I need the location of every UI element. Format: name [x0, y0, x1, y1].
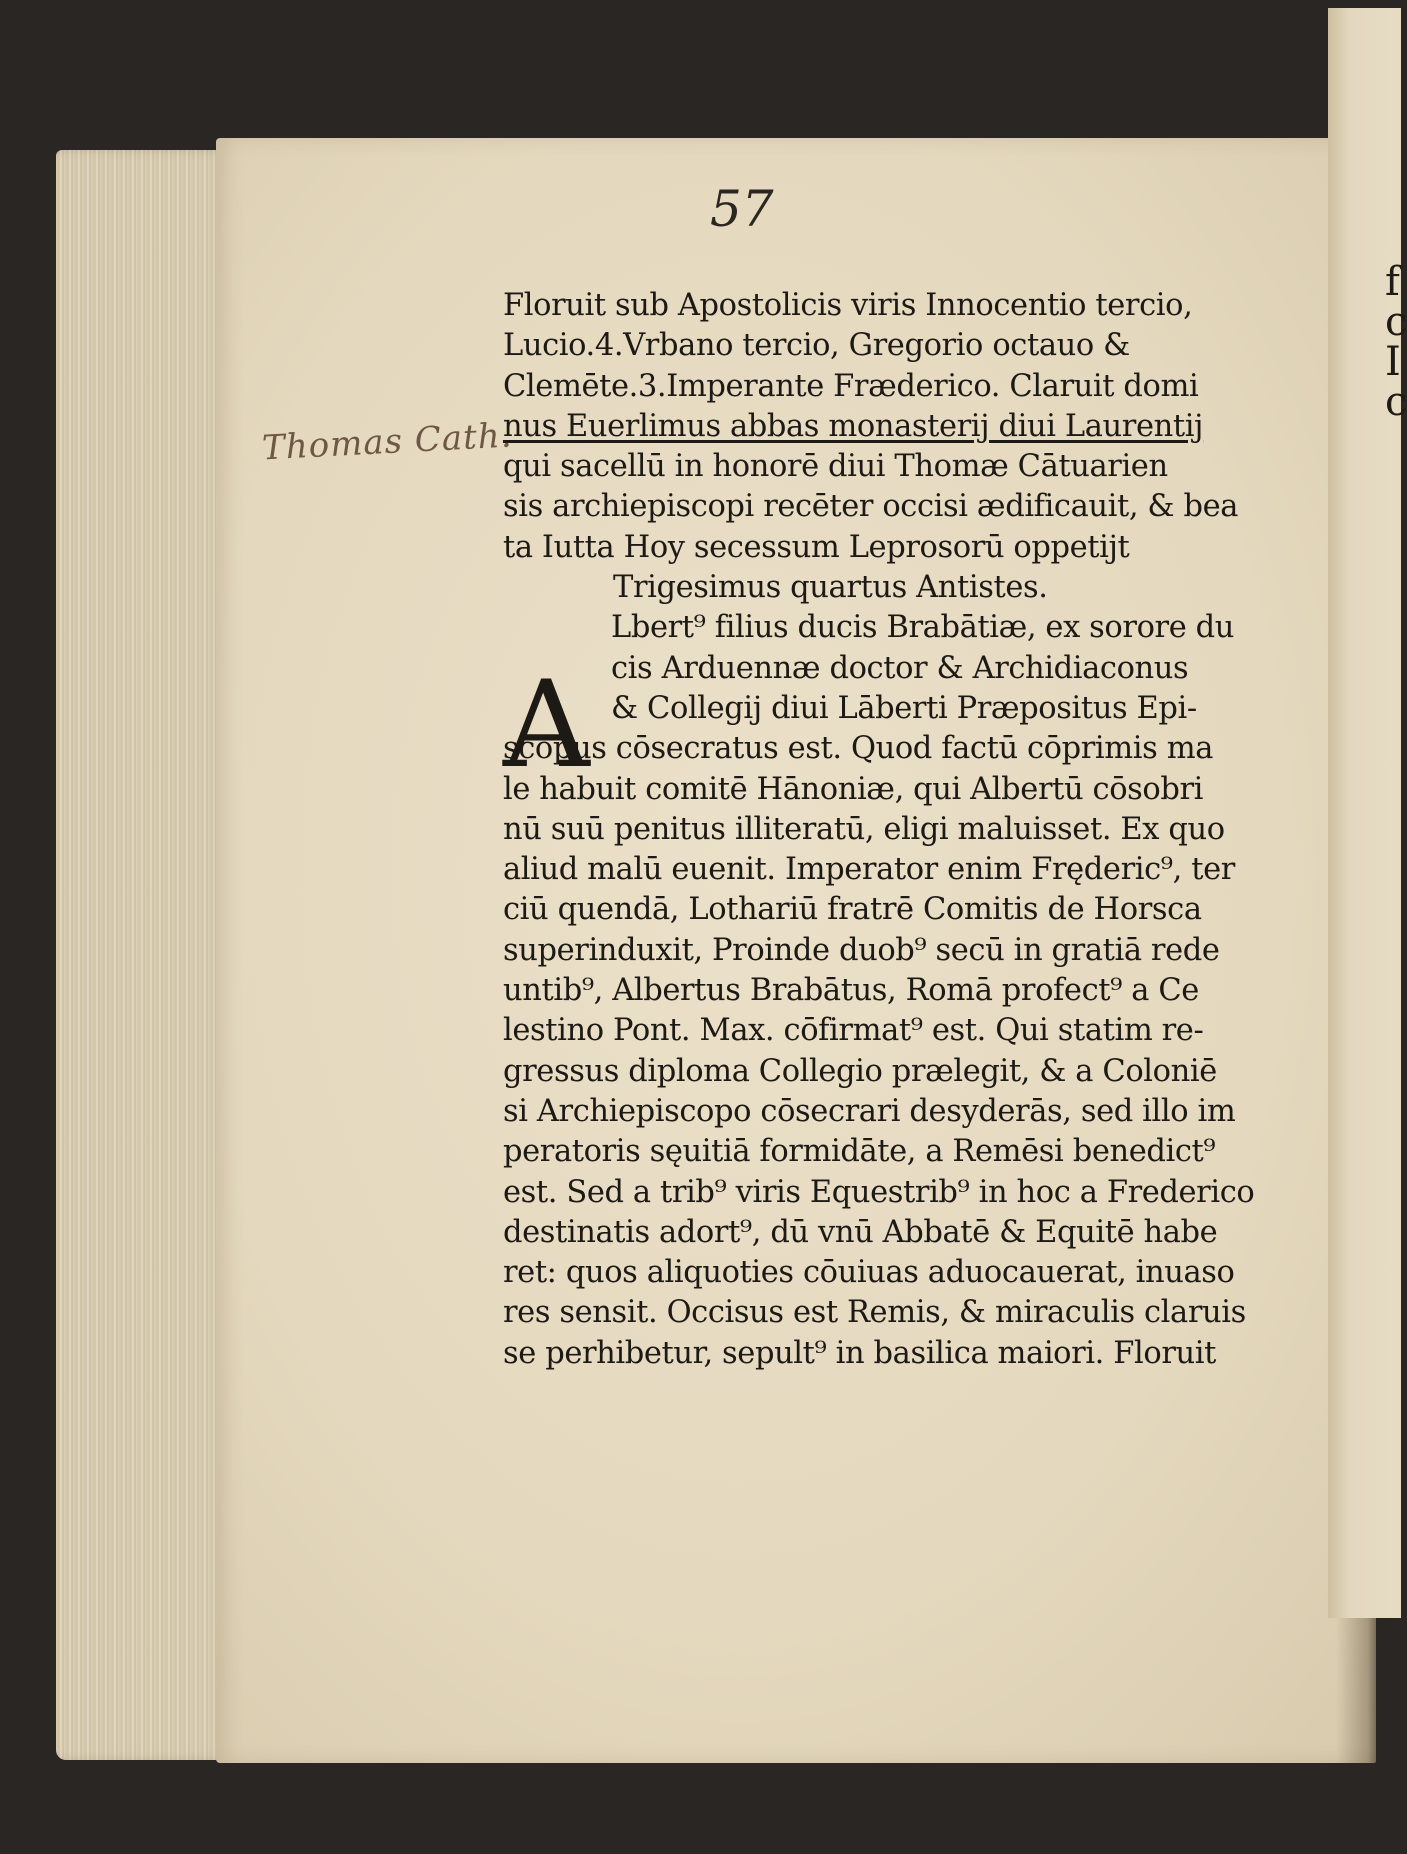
page-number: 57 [710, 180, 774, 238]
next-page-letter: I [1385, 339, 1401, 385]
text-line: res sensit. Occisus est Remis, & miraculis claruis [503, 1295, 1246, 1331]
text-line: destinatis adort⁹, dū vnū Abbatē & Equitē habe [503, 1214, 1218, 1250]
text-line: ret: quos aliquoties cōuiuas aduocauerat, inuaso [503, 1255, 1235, 1291]
text-line: Clemēte.3.Imperante Fræderico. Claruit domi [503, 368, 1199, 404]
text-line: qui sacellū in honorē diui Thomæ Cātuarien [503, 449, 1168, 485]
text-line: si Archiepiscopo cōsecrari desyderās, sed illo im [503, 1093, 1236, 1129]
text-line: ta Iutta Hoy secessum Leprosorū oppetijt [503, 529, 1130, 565]
text-line: cis Arduennæ doctor & Archidiaconus [611, 650, 1189, 686]
text-line: ciū quendā, Lothariū fratrē Comitis de Horsca [503, 892, 1202, 928]
text-line: superinduxit, Proinde duob⁹ secū in gratiā rede [503, 932, 1220, 968]
text-line: gressus diploma Collegio prælegit, & a Coloniē [503, 1053, 1217, 1089]
next-page-letter: c [1385, 379, 1407, 425]
text-line: nus Euerlimus abbas monasterij diui Laurentij [503, 408, 1204, 444]
text-line: & Collegij diui Lāberti Præpositus Epi- [611, 690, 1197, 726]
text-line: Floruit sub Apostolicis viris Innocentio tercio, [503, 288, 1193, 323]
section-heading: Trigesimus quartus Antistes. [613, 570, 1048, 606]
text-line: aliud malū euenit. Imperator enim Fręderic⁹, ter [503, 852, 1235, 888]
right-page-edge [1328, 8, 1401, 1618]
page-edges [56, 150, 226, 1760]
text-line: peratoris sęuitiā formidāte, a Remēsi benedict⁹ [503, 1134, 1216, 1170]
drop-cap: A [503, 656, 590, 795]
text-block [503, 286, 1303, 1374]
text-line: Lucio.4.Vrbano tercio, Gregorio octauo & [503, 328, 1130, 364]
next-page-letter: c [1385, 299, 1407, 345]
text-line: le habuit comitē Hānoniæ, qui Albertū cōsobri [503, 771, 1204, 807]
text-line: sis archiepiscopi recēter occisi ædificauit, & bea [503, 489, 1239, 525]
text-line: est. Sed a trib⁹ viris Equestrib⁹ in hoc a Frederico [503, 1174, 1255, 1210]
margin-note: Thomas Cath. [261, 415, 514, 469]
text-line: lestino Pont. Max. cōfirmat⁹ est. Qui statim re- [503, 1013, 1204, 1049]
text-line: nū suū penitus illiteratū, eligi maluisset. Ex quo [503, 811, 1225, 847]
text-line: untib⁹, Albertus Brabātus, Romā profect⁹ a Ce [503, 973, 1199, 1009]
text-line: scopus cōsecratus est. Quod factū cōprimis ma [503, 731, 1214, 767]
text-line: Lbert⁹ filius ducis Brabātiæ, ex sorore du [611, 610, 1235, 646]
text-line: se perhibetur, sepult⁹ in basilica maiori. Floruit [503, 1335, 1216, 1371]
next-page-letter: f [1385, 259, 1400, 305]
